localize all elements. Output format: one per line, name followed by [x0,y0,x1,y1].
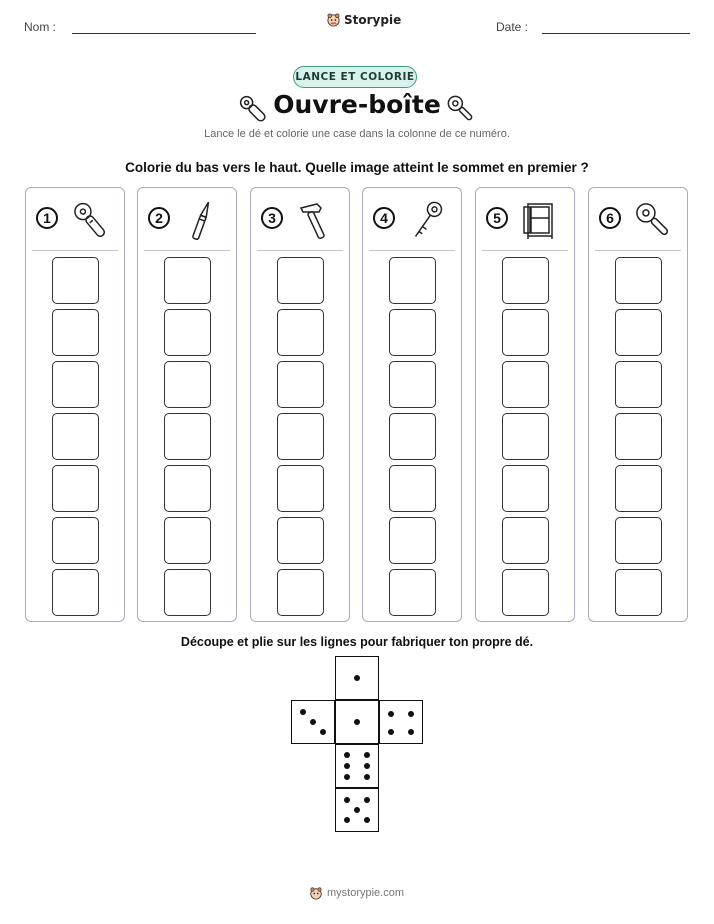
color-box[interactable] [389,361,436,408]
color-box[interactable] [502,361,549,408]
color-box[interactable] [52,361,99,408]
color-box[interactable] [164,361,211,408]
footer-website: mystorypie.com [327,887,405,899]
color-box[interactable] [52,517,99,564]
dice-pip [300,709,306,715]
column-header [476,188,574,250]
dice-pip [344,752,350,758]
column-divider [144,250,230,251]
color-box[interactable] [502,569,549,616]
dice-pip [344,797,350,803]
dice-pip [408,711,414,717]
color-box[interactable] [52,257,99,304]
column-number: 3 [261,207,283,229]
color-box[interactable] [164,257,211,304]
dice-pip [388,711,394,717]
dice-pip [310,719,316,725]
column-header [251,188,349,250]
pizza-cutter-icon [68,198,112,242]
color-box[interactable] [389,465,436,512]
color-box[interactable] [615,465,662,512]
column-divider [482,250,568,251]
color-box[interactable] [164,309,211,356]
color-box[interactable] [389,309,436,356]
game-instruction: Colorie du bas vers le haut. Quelle image atteint le sommet en premier ? [125,160,589,175]
storypie-mascot-icon [326,12,341,27]
dice-pip [364,763,370,769]
color-box[interactable] [52,465,99,512]
color-box[interactable] [164,569,211,616]
color-box[interactable] [52,569,99,616]
color-box[interactable] [277,257,324,304]
color-box[interactable] [615,569,662,616]
column-header [138,188,236,250]
dice-face-4 [379,700,423,744]
color-box[interactable] [615,361,662,408]
dice-face-1 [335,656,379,700]
dice-pip [354,719,360,725]
color-box[interactable] [277,569,324,616]
color-box[interactable] [389,413,436,460]
color-box[interactable] [389,257,436,304]
dice-face-1 [335,700,379,744]
color-box[interactable] [615,413,662,460]
column-divider [369,250,455,251]
color-box[interactable] [164,517,211,564]
name-line[interactable] [72,33,256,34]
brand-logo [326,12,401,27]
hammer-icon [293,198,337,242]
color-box[interactable] [502,257,549,304]
color-box[interactable] [164,465,211,512]
color-box[interactable] [502,413,549,460]
column-divider [257,250,343,251]
color-box[interactable] [502,517,549,564]
dice-pip [408,729,414,735]
dice-pip [364,817,370,823]
color-box[interactable] [615,257,662,304]
bottle-opener-icon [631,198,675,242]
column-2 [137,187,237,622]
dice-face-6 [335,744,379,788]
color-box[interactable] [277,413,324,460]
date-label: Date : [496,20,529,34]
dice-pip [364,752,370,758]
dice-face-5 [335,788,379,832]
color-box[interactable] [502,309,549,356]
column-header [363,188,461,250]
color-box[interactable] [615,309,662,356]
date-line[interactable] [542,33,690,34]
page-title: Ouvre-boîte [273,90,441,119]
column-4 [362,187,462,622]
column-5 [475,187,575,622]
color-box[interactable] [615,517,662,564]
column-number: 2 [148,207,170,229]
column-number: 1 [36,207,58,229]
cabinet-icon [518,198,562,242]
dice-pip [388,729,394,735]
key-icon [405,198,449,242]
dice-pip [354,675,360,681]
bottle-opener-icon [444,92,478,126]
column-divider [595,250,681,251]
color-box[interactable] [502,465,549,512]
column-number: 6 [599,207,621,229]
column-divider [32,250,118,251]
activity-badge: LANCE ET COLORIE [293,66,417,88]
column-1 [25,187,125,622]
dice-pip [344,774,350,780]
page-subtitle: Lance le dé et colorie une case dans la colonne de ce numéro. [204,128,510,140]
color-box[interactable] [389,517,436,564]
color-box[interactable] [277,517,324,564]
dice-face-3 [291,700,335,744]
color-box[interactable] [277,465,324,512]
dice-instruction: Découpe et plie sur les lignes pour fabriquer ton propre dé. [180,635,534,649]
color-box[interactable] [277,361,324,408]
column-header [589,188,687,250]
column-number: 4 [373,207,395,229]
dice-pip [320,729,326,735]
column-6 [588,187,688,622]
column-3 [250,187,350,622]
color-box[interactable] [277,309,324,356]
color-box[interactable] [389,569,436,616]
brand-name: Storypie [344,12,402,27]
dice-pip [344,817,350,823]
dice-pip [364,797,370,803]
column-number: 5 [486,207,508,229]
color-box[interactable] [164,413,211,460]
dice-pip [364,774,370,780]
footer [309,886,404,900]
storypie-mascot-icon [309,886,323,900]
color-box[interactable] [52,413,99,460]
dice-pip [354,807,360,813]
name-label: Nom : [24,20,57,34]
dice-pip [344,763,350,769]
color-box[interactable] [52,309,99,356]
column-header [26,188,124,250]
craft-knife-icon [180,198,224,242]
